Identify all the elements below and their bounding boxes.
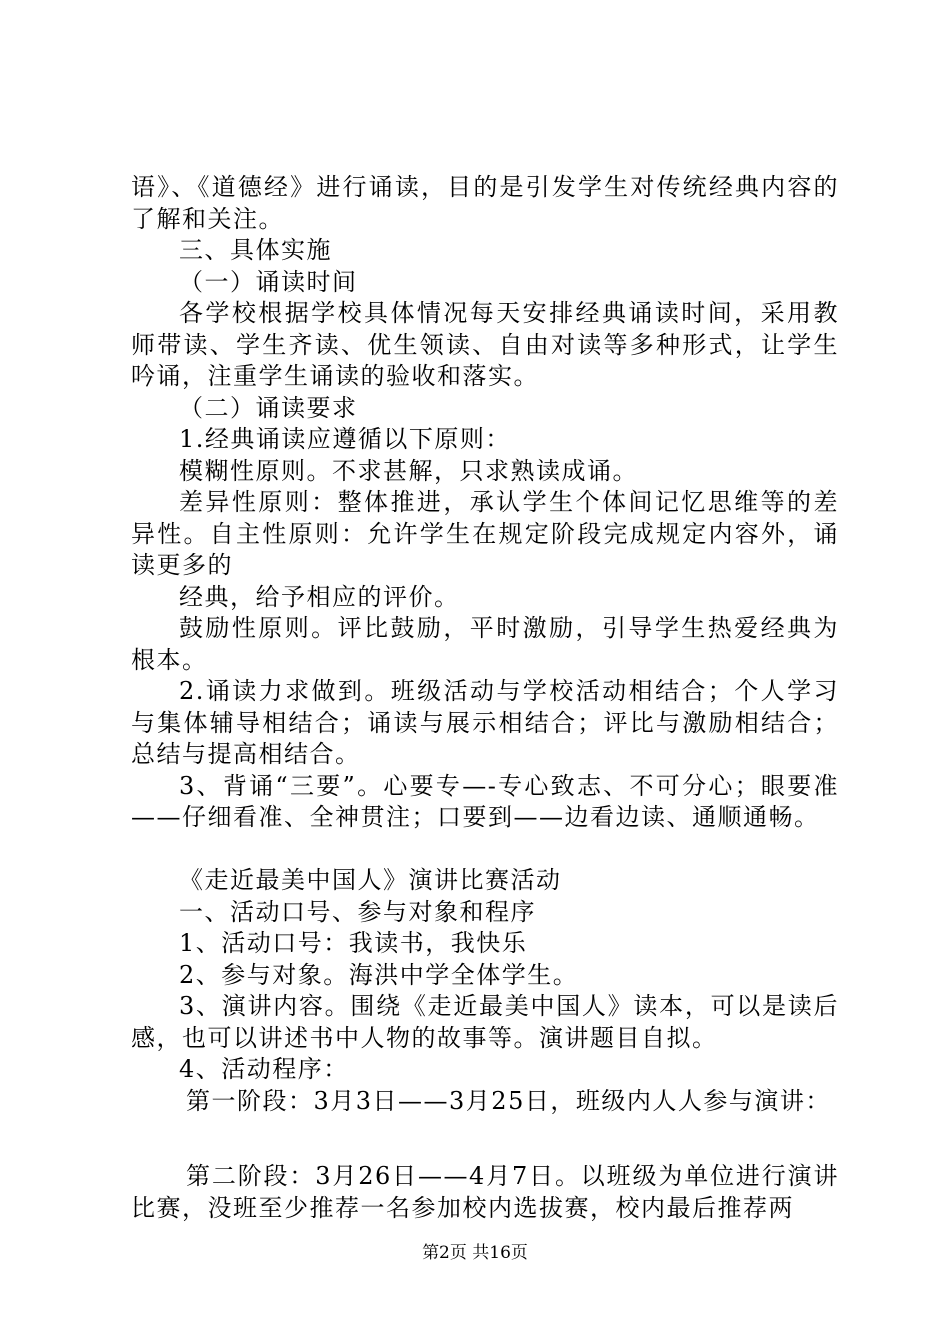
section-heading: 三、具体实施 [179,236,332,264]
subsection-heading: （一）诵读时间 [179,267,358,296]
paragraph: 1.经典诵读应遵循以下原则： [179,425,511,453]
subsection-heading: （二）诵读要求 [179,393,358,422]
paragraph: 2、参与对象。海洪中学全体学生。 [179,960,579,989]
paragraph: 第二阶段：3月26日——4月7日。以班级为单位进行演讲比赛，没班至少推荐一名参加校内选拔赛，校内最后推荐两 [131,1162,839,1222]
document-body [131,172,839,1224]
paragraph: 3、背诵“三要”。心要专—-专心致志、不可分心；眼要准——仔细看准、全神贯注；口要到——边看边读、通顺通畅。 [131,771,839,831]
paragraph: 第一阶段：3月3日——3月25日，班级内人人参与演讲： [186,1086,831,1115]
paragraph: 各学校根据学校具体情况每天安排经典诵读时间，采用教师带读、学生齐读、优生领读、自由对读等多种形式，让学生吟诵，注重学生诵读的验收和落实。 [131,299,839,390]
paragraph: 差异性原则：整体推进，承认学生个体间记忆思维等的差异性。自主性原则：允许学生在规定阶段完成规定内容外，诵读更多的 [131,488,839,579]
article-title: 《走近最美中国人》演讲比赛活动 [179,866,562,894]
paragraph: 1、活动口号：我读书，我快乐 [179,929,528,957]
paragraph: 鼓励性原则。评比鼓励，平时激励，引导学生热爱经典为根本。 [131,614,839,674]
blank-line [131,1117,839,1161]
paragraph: 经典，给予相应的评价。 [179,582,460,611]
page-number-footer: 第2页 共16页 [422,1243,528,1263]
paragraph: 3、演讲内容。围绕《走近最美中国人》读本，可以是读后感，也可以讲述书中人物的故事等。演讲题目自拟。 [131,992,839,1052]
paragraph: 4、活动程序： [179,1055,349,1083]
blank-line [131,834,839,866]
paragraph: 语》、《道德经》进行诵读，目的是引发学生对传统经典内容的了解和关注。 [131,173,839,233]
paragraph: 模糊性原则。不求甚解，只求熟读成诵。 [179,456,638,485]
paragraph: 2.诵读力求做到。班级活动与学校活动相结合；个人学习与集体辅导相结合；诵读与展示相结合；评比与激励相结合；总结与提高相结合。 [131,677,839,768]
section-heading: 一、活动口号、参与对象和程序 [179,897,536,926]
